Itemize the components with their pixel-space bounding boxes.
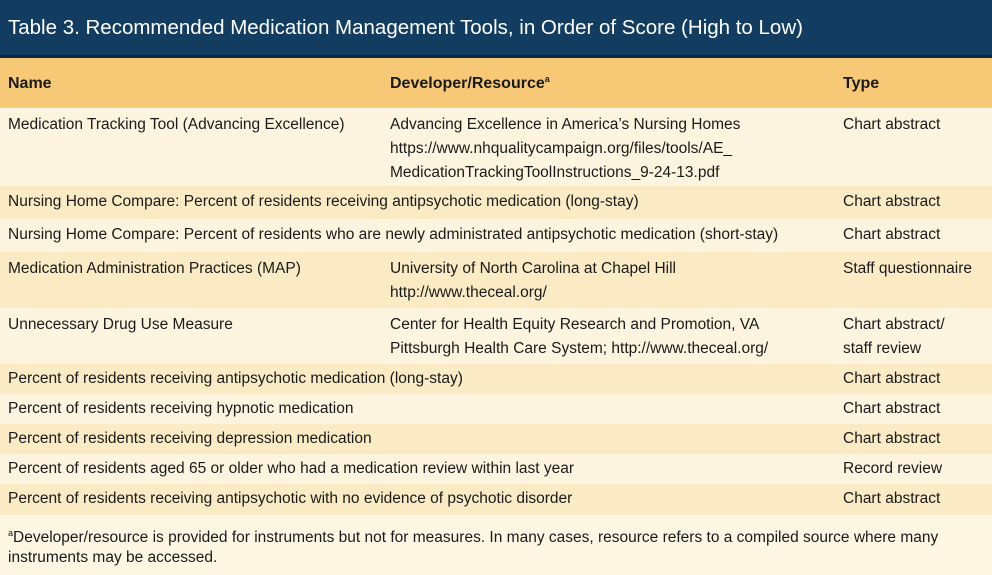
- row-developer: [390, 313, 768, 361]
- table-row: [0, 252, 992, 308]
- row-type: Chart abstract: [843, 116, 941, 133]
- row-name: Percent of residents receiving hypnotic medication: [8, 400, 354, 417]
- row-developer-line: University of North Carolina at Chapel Hill: [390, 260, 677, 277]
- row-name: Percent of residents aged 65 or older who had a medication review within last year: [8, 460, 575, 477]
- table-row: [0, 454, 992, 484]
- row-developer-line: Advancing Excellence in America’s Nursing Homes: [390, 116, 741, 133]
- header-type: Type: [843, 75, 880, 92]
- table-row: [0, 484, 992, 515]
- row-type: Staff questionnaire: [843, 260, 972, 277]
- table-row: [0, 394, 992, 424]
- header-developer: [390, 58, 550, 108]
- row-type: Chart abstract: [843, 370, 941, 387]
- table-row: [0, 364, 992, 394]
- footnote-mark: a: [8, 528, 14, 538]
- row-developer-line: Center for Health Equity Research and Promotion, VA: [390, 316, 760, 333]
- row-type-line: Chart abstract/: [843, 316, 945, 333]
- table-row: [0, 308, 992, 364]
- row-developer: [390, 257, 676, 305]
- row-developer-line: http://www.theceal.org/: [390, 284, 547, 301]
- table-title-bar: [0, 0, 992, 58]
- row-type: Chart abstract: [843, 490, 941, 507]
- table-row: [0, 186, 992, 219]
- row-type-line: staff review: [843, 340, 922, 357]
- footnote-text: Developer/resource is provided for instruments but not for measures. In many cases, resource refers to a compiled source where many instruments may be accessed.: [8, 529, 939, 566]
- row-developer: [390, 113, 740, 185]
- row-name: Percent of residents receiving antipsychotic medication (long-stay): [8, 370, 463, 387]
- table-title: Table 3. Recommended Medication Management Tools, in Order of Score (High to Low): [8, 15, 803, 39]
- table-header-row: [0, 58, 992, 108]
- header-developer-label: Developer/Resource: [390, 75, 545, 92]
- row-developer-line: Pittsburgh Health Care System; http://www.theceal.org/: [390, 340, 769, 357]
- row-type: Record review: [843, 460, 943, 477]
- row-developer-line: https://www.nhqualitycampaign.org/files/tools/AE_: [390, 140, 733, 157]
- row-name: Medication Tracking Tool (Advancing Excellence): [8, 116, 345, 133]
- row-type: Chart abstract: [843, 400, 941, 417]
- row-type: Chart abstract: [843, 226, 941, 243]
- row-type: Chart abstract: [843, 430, 941, 447]
- table-row: [0, 108, 992, 186]
- row-developer-line: MedicationTrackingToolInstructions_9-24-13.pdf: [390, 164, 720, 181]
- row-name: Medication Administration Practices (MAP): [8, 260, 301, 277]
- header-developer-footnote-mark: a: [544, 74, 550, 84]
- row-name: Nursing Home Compare: Percent of residents receiving antipsychotic medication (long-stay): [8, 193, 639, 210]
- row-name: Nursing Home Compare: Percent of residents who are newly administrated antipsychotic medication (short-stay): [8, 226, 779, 243]
- row-name: Percent of residents receiving antipsychotic with no evidence of psychotic disorder: [8, 490, 573, 507]
- row-name: Percent of residents receiving depression medication: [8, 430, 372, 447]
- table-row: [0, 424, 992, 454]
- table-footnote: [8, 528, 978, 568]
- row-type: [843, 313, 945, 361]
- row-type: Chart abstract: [843, 193, 941, 210]
- header-name: Name: [8, 75, 52, 92]
- table-row: [0, 219, 992, 252]
- row-name: Unnecessary Drug Use Measure: [8, 316, 233, 333]
